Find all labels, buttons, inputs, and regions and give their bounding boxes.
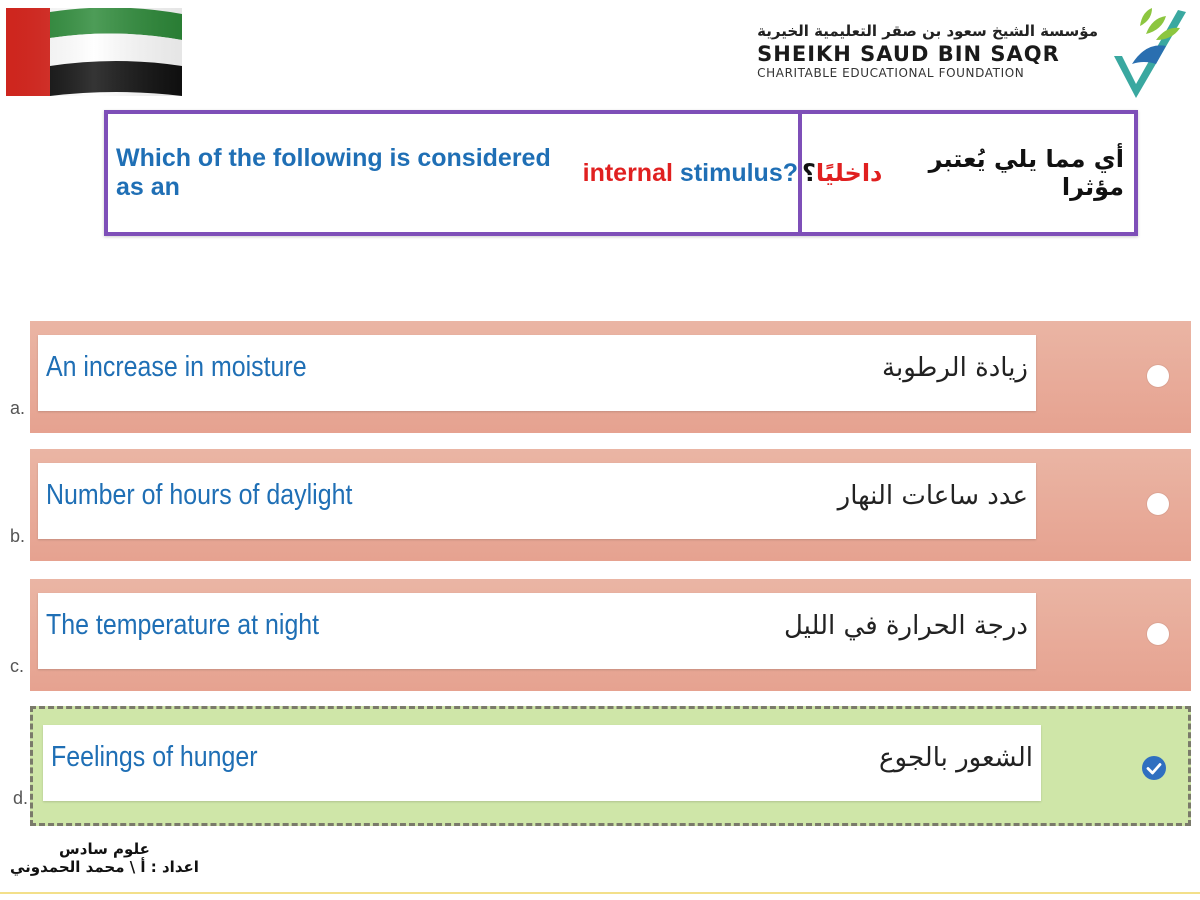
radio-button-c[interactable] [1147,623,1169,645]
option-letter: c. [10,656,25,676]
option-text-english: An increase in moisture [46,351,307,383]
option-text-english: The temperature at night [46,609,320,641]
question-arabic: أي مما يلي يُعتبر مؤثرا داخليًا ؟ [802,145,1124,201]
answer-option-c[interactable] [10,579,1191,691]
question-box [104,110,1138,236]
question-english: Which of the following is considered as an internal stimulus? [108,114,802,232]
option-text-english: Feelings of hunger [51,741,258,773]
foundation-logo [757,6,1190,102]
option-letter: b. [10,526,26,546]
option-text-arabic: الشعور بالجوع [879,743,1033,773]
option-text-arabic: زيادة الرطوبة [882,353,1028,383]
option-text-arabic: درجة الحرارة في الليل [783,611,1028,641]
answer-option-d[interactable] [13,706,1191,826]
option-letter: a. [10,398,26,418]
option-card [38,593,1036,669]
option-card [38,463,1036,539]
option-text-english: Number of hours of daylight [46,479,353,511]
footer-credits [10,840,199,876]
book-leaf-logo-icon [1106,6,1190,102]
footer-subject: علوم سادس [59,840,150,858]
uae-flag [6,8,182,96]
selected-check-icon[interactable] [1142,756,1166,780]
footer-author: اعداد : أ \ محمد الحمدوني [10,858,199,876]
radio-button-b[interactable] [1147,493,1169,515]
option-card [38,335,1036,411]
option-text-arabic: عدد ساعات النهار [837,481,1028,511]
logo-arabic-name: مؤسسة الشيخ سعود بن صقر التعليمية الخيرية [757,22,1098,40]
bottom-divider [0,892,1200,894]
option-letter: d. [13,788,29,808]
option-card [43,725,1041,801]
logo-tagline: CHARITABLE EDUCATIONAL FOUNDATION [757,66,1025,80]
answer-option-b[interactable] [10,449,1191,561]
logo-english-name: SHEIKH SAUD BIN SAQR [757,42,1060,66]
answer-option-a[interactable] [10,321,1191,433]
radio-button-a[interactable] [1147,365,1169,387]
